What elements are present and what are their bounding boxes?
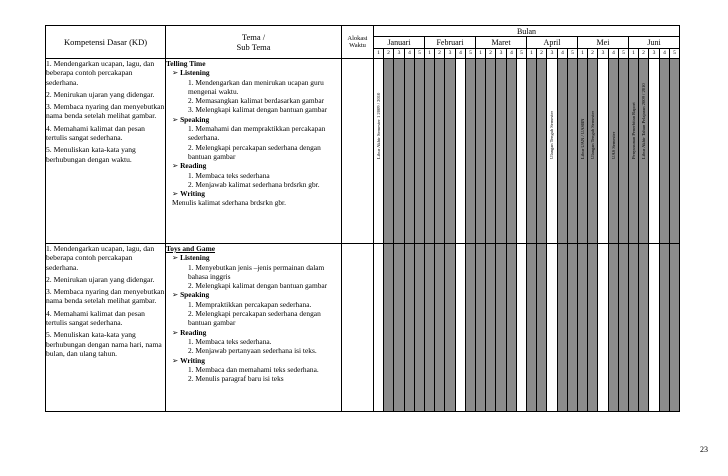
month-januari: Januari — [374, 37, 425, 49]
vertical-note: Ulangan Tengah Semester — [549, 110, 554, 159]
week-cell — [456, 244, 466, 412]
week-number: 3 — [649, 49, 660, 59]
week-cell — [629, 244, 639, 412]
arrow-bullet-icon: ➢ — [172, 253, 179, 263]
week-cell — [405, 59, 415, 244]
activity-item: 1. Membaca teks sederhana. — [188, 336, 272, 346]
header-kd: Kompetensi Dasar (KD) — [46, 26, 166, 59]
week-cell — [547, 244, 558, 412]
week-cell — [537, 59, 547, 244]
week-cell — [558, 59, 568, 244]
header-alokasi-line1: Alokasi — [347, 35, 368, 42]
week-cell — [496, 244, 507, 412]
week-cell — [578, 59, 588, 244]
week-cell — [384, 59, 394, 244]
week-cell — [415, 244, 425, 412]
week-cell — [619, 59, 629, 244]
skill-label: Listening — [180, 68, 210, 78]
arrow-bullet-icon: ➢ — [172, 290, 179, 300]
activity-item: Menulis kalimat sderhana brdsrkn gbr. — [172, 198, 286, 208]
week-number: 5 — [568, 49, 578, 59]
activity-item: 1. Menyebutkan jenis –jenis permainan dalam bahasa inggris — [188, 262, 325, 281]
activity-item: 1. Membaca teks sederhana — [188, 170, 270, 180]
activity-item: 1. Mendengarkan dan menirukan ucapan guru mengenai waktu. — [188, 77, 324, 96]
kd-item: 2. Menirukan ujaran yang didengar. — [46, 274, 155, 284]
week-cell — [649, 244, 660, 412]
kd-item: 1. Mendengarkan ucapan, lagu, dan beberapa contoh percakapan sederhana. — [46, 59, 155, 87]
kd-item: 5. Menuliskan kata-kata yang berhubungan dengan nama hari, nama bulan, dan ulang tahun. — [46, 330, 162, 358]
week-cell — [507, 244, 517, 412]
week-cell — [425, 244, 435, 412]
week-cell — [486, 59, 496, 244]
week-cell — [435, 244, 445, 412]
week-cell — [517, 244, 527, 412]
week-cell — [415, 59, 425, 244]
alokasi-cell-2 — [342, 244, 374, 412]
week-number: 3 — [394, 49, 405, 59]
month-april: April — [527, 37, 578, 49]
kd-cell-1 — [46, 59, 166, 244]
skill-label: Reading — [180, 327, 207, 337]
activity-item: 2. Menulis paragraf baru isi teks — [188, 374, 284, 384]
week-number: 4 — [405, 49, 415, 59]
week-cell — [476, 59, 486, 244]
week-cell — [435, 59, 445, 244]
week-number: 2 — [435, 49, 445, 59]
week-number: 5 — [466, 49, 476, 59]
week-cell — [649, 59, 660, 244]
week-cell — [527, 244, 537, 412]
skill-label: Speaking — [180, 290, 210, 300]
activity-item: 2. Menjawab pertanyaan sederhana isi teks. — [188, 346, 317, 356]
vertical-note: Libur UAN / UASBN — [580, 118, 585, 159]
tema-cell-2 — [166, 244, 342, 412]
week-number: 1 — [476, 49, 486, 59]
week-cell — [374, 59, 384, 244]
week-cell — [558, 244, 568, 412]
vertical-note: Penyusunan Penerbitan Raport — [631, 102, 636, 159]
week-cell — [466, 59, 476, 244]
activity-item: 1. Mempraktikkan percakapan sederhana. — [188, 299, 312, 309]
week-cell — [496, 59, 507, 244]
week-cell — [425, 59, 435, 244]
activity-item: 3. Melengkapi kalimat dengan bantuan gambar — [188, 105, 328, 115]
week-cell — [568, 244, 578, 412]
week-number: 3 — [598, 49, 609, 59]
kd-item: 4. Memahami kalimat dan pesan tertulis sangat sederhana. — [46, 123, 145, 143]
week-number: 3 — [445, 49, 456, 59]
week-number: 3 — [547, 49, 558, 59]
arrow-bullet-icon: ➢ — [172, 68, 179, 78]
week-cell — [537, 244, 547, 412]
activity-item: 2. Menjawab kalimat sederhana brdsrkn gbr. — [188, 179, 320, 189]
activity-item: 2. Melengkapi kalimat dengan bantuan gambar — [188, 281, 328, 291]
header-tema-line1: Tema / — [241, 32, 266, 42]
arrow-bullet-icon: ➢ — [172, 189, 179, 199]
week-cell — [405, 244, 415, 412]
week-number: 4 — [660, 49, 670, 59]
kd-item: 1. Mendengarkan ucapan, lagu, dan beberapa contoh percakapan sederhana. — [46, 244, 155, 272]
tema-title: Toys and Game — [166, 244, 216, 253]
week-cell — [660, 244, 670, 412]
week-cell — [609, 244, 619, 412]
week-number: 4 — [609, 49, 619, 59]
week-cell — [384, 244, 394, 412]
week-cell — [476, 244, 486, 412]
week-number: 4 — [558, 49, 568, 59]
activity-item: 2. Melengkapi percakapan sederhana dengan bantuan gambar — [188, 309, 321, 328]
week-cell — [456, 59, 466, 244]
week-cell — [568, 59, 578, 244]
header-alokasi-line2: Waktu — [349, 42, 366, 49]
kd-item: 2. Menirukan ujaran yang didengar. — [46, 89, 155, 99]
tema-title: Telling Time — [166, 59, 206, 68]
skill-label: Speaking — [180, 114, 210, 124]
skill-label: Writing — [180, 355, 205, 365]
week-number: 4 — [507, 49, 517, 59]
week-cell — [588, 244, 598, 412]
week-cell — [598, 244, 609, 412]
week-number: 1 — [374, 49, 384, 59]
week-number: 1 — [527, 49, 537, 59]
week-cell — [517, 59, 527, 244]
kd-item: 4. Memahami kalimat dan pesan tertulis sangat sederhana. — [46, 308, 145, 328]
week-cell — [374, 244, 384, 412]
vertical-note: Ulangan Tengah Semester — [590, 110, 595, 159]
arrow-bullet-icon: ➢ — [172, 327, 179, 337]
week-number: 1 — [578, 49, 588, 59]
alokasi-cell-1 — [342, 59, 374, 244]
week-cell — [619, 244, 629, 412]
week-cell — [394, 59, 405, 244]
month-mei: Mei — [578, 37, 629, 49]
week-cell — [609, 59, 619, 244]
week-cell — [588, 59, 598, 244]
arrow-bullet-icon: ➢ — [172, 161, 179, 171]
week-cell — [527, 59, 537, 244]
kd-item: 5. Menuliskan kata-kata yang berhubungan dengan waktu. — [46, 145, 136, 164]
week-number: 4 — [456, 49, 466, 59]
week-number: 5 — [670, 49, 680, 59]
week-number: 2 — [639, 49, 649, 59]
page-number: 23 — [700, 445, 708, 454]
week-number: 3 — [496, 49, 507, 59]
header-alokasi — [342, 26, 374, 59]
vertical-note: UAS Semester — [611, 131, 616, 159]
header-tema — [166, 26, 342, 59]
activity-item: 2. Melengkapi percakapan sederhana dengan bantuan gambar — [188, 142, 321, 161]
skill-label: Reading — [180, 161, 207, 171]
month-februari: Februari — [425, 37, 476, 49]
program-semester-table — [45, 25, 680, 412]
week-number: 2 — [384, 49, 394, 59]
week-number: 5 — [619, 49, 629, 59]
week-cell — [639, 244, 649, 412]
week-number: 1 — [425, 49, 435, 59]
week-cell — [629, 59, 639, 244]
week-cell — [507, 59, 517, 244]
arrow-bullet-icon: ➢ — [172, 355, 179, 365]
header-tema-line2: Sub Tema — [236, 42, 271, 52]
week-cell — [598, 59, 609, 244]
vertical-note: Libur Akhir Tahun Pelajaran 2009 / 2010 — [641, 83, 646, 159]
week-number: 5 — [517, 49, 527, 59]
week-cell — [445, 59, 456, 244]
kd-cell-2 — [46, 244, 166, 412]
week-cell — [466, 244, 476, 412]
week-cell — [578, 244, 588, 412]
header-bulan: Bulan — [374, 26, 680, 37]
skill-label: Writing — [180, 189, 205, 199]
week-number: 2 — [537, 49, 547, 59]
week-cell — [445, 244, 456, 412]
week-number: 1 — [629, 49, 639, 59]
week-cell — [486, 244, 496, 412]
activity-item: 1. Memahami dan mempraktikkan percakapan sederhana. — [188, 124, 326, 143]
week-cell — [394, 244, 405, 412]
activity-item: 2. Memasangkan kalimat berdasarkan gambar — [188, 96, 325, 106]
kd-item: 3. Membaca nyaring dan menyebutkan nama benda setelah melihat gambar. — [46, 287, 165, 306]
week-cell — [670, 244, 680, 412]
week-cell — [639, 59, 649, 244]
skill-label: Listening — [180, 253, 210, 263]
vertical-note: Libur Akhir Semester 1 2009 / 2010 — [376, 92, 381, 159]
tema-cell-1 — [166, 59, 342, 244]
month-juni: Juni — [629, 37, 680, 49]
kd-item: 3. Membaca nyaring dan menyebutkan nama benda setelah melihat gambar. — [46, 102, 165, 121]
week-cell — [660, 59, 670, 244]
activity-item: 1. Membaca dan memahami teks sederhana. — [188, 364, 319, 374]
arrow-bullet-icon: ➢ — [172, 114, 179, 124]
week-cell — [670, 59, 680, 244]
week-cell — [547, 59, 558, 244]
week-number: 2 — [588, 49, 598, 59]
week-number: 2 — [486, 49, 496, 59]
month-maret: Maret — [476, 37, 527, 49]
week-number: 5 — [415, 49, 425, 59]
